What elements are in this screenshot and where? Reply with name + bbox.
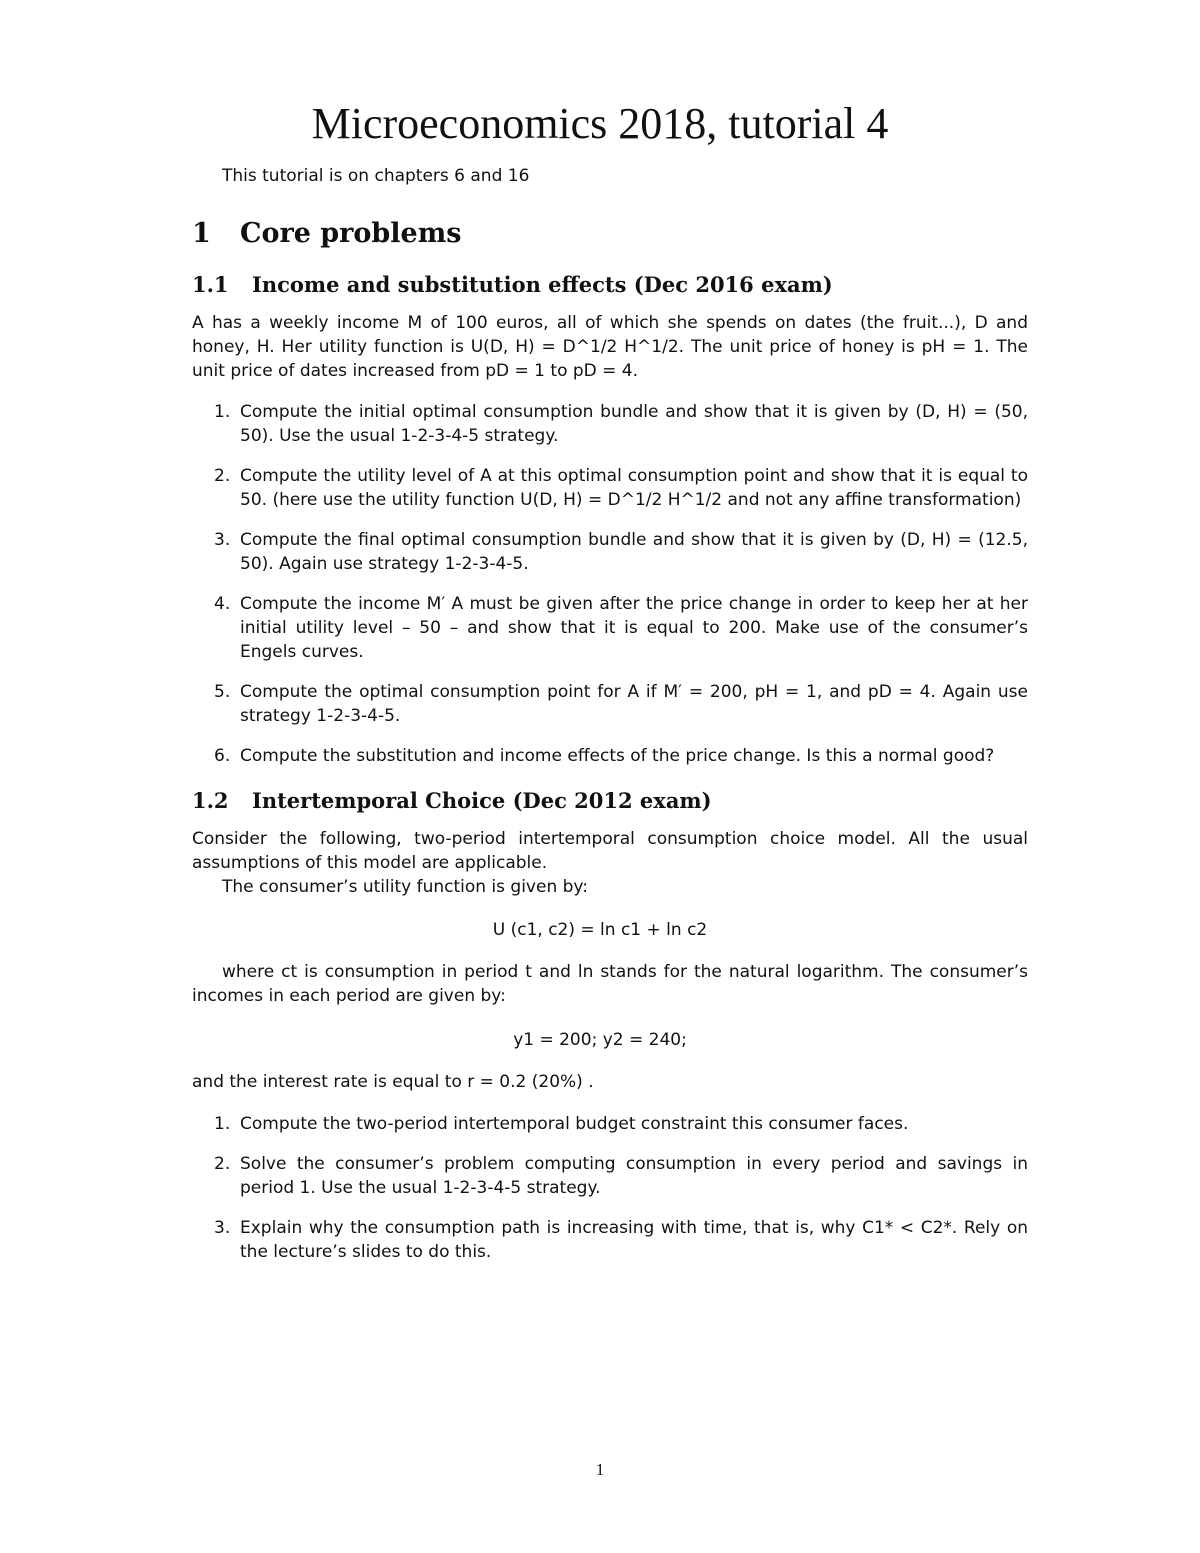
list-item: 4. Compute the income M′ A must be given after the price change in order to keep her at her initial utility level – 50 – and show that it is equal to 200. Make use of the consumer’s Engels curves. <box>214 594 1028 662</box>
subsection-number: 1.1 <box>192 272 229 297</box>
interest-rate-text: and the interest rate is equal to r = 0.2 (20%) . <box>192 1072 594 1092</box>
income-intro: where ct is consumption in period t and ln stands for the natural logarithm. The consumer’s incomes in each period are given by: <box>192 962 1028 1006</box>
list-item: 1. Compute the initial optimal consumption bundle and show that it is given by (D, H) = (50, 50). Use the usual 1-2-3-4-5 strategy. <box>214 402 1028 446</box>
list-item: 2. Compute the utility level of A at this optimal consumption point and show that it is equal to 50. (here use the utility function U(D, H) = D^1/2 H^1/2 and not any affine transformation) <box>214 466 1028 510</box>
intro-text: This tutorial is on chapters 6 and 16 <box>222 166 530 186</box>
list-item: 1. Compute the two-period intertemporal budget constraint this consumer faces. <box>214 1114 909 1134</box>
section-heading <box>192 218 462 249</box>
page-number: 1 <box>595 1460 605 1479</box>
utility-intro: The consumer’s utility function is given by: <box>222 877 588 897</box>
income-equation: y1 = 200; y2 = 240; <box>513 1030 687 1050</box>
section-title: Core problems <box>240 218 462 249</box>
subsection-heading-2 <box>192 788 712 813</box>
problem-2-statement: Consider the following, two-period intertemporal consumption choice model. All the usual assumptions of this model are applicable. <box>192 829 1028 873</box>
list-item: 2. Solve the consumer’s problem computing consumption in every period and savings in period 1. Use the usual 1-2-3-4-5 strategy. <box>214 1154 1028 1198</box>
subsection-title: Income and substitution effects (Dec 2016 exam) <box>252 272 833 297</box>
problem-1-tasks <box>192 400 1028 784</box>
document-title: Microeconomics 2018, tutorial 4 <box>311 99 889 148</box>
list-item: 5. Compute the optimal consumption point for A if M′ = 200, pH = 1, and pD = 4. Again use strategy 1-2-3-4-5. <box>214 682 1028 726</box>
subsection-number: 1.2 <box>192 788 229 813</box>
list-item: 6. Compute the substitution and income effects of the price change. Is this a normal good? <box>214 746 995 766</box>
section-number: 1 <box>192 218 211 249</box>
subsection-heading-1 <box>192 272 833 297</box>
problem-2-tasks <box>192 1112 1028 1280</box>
problem-1-statement: A has a weekly income M of 100 euros, all of which she spends on dates (the fruit...), D and honey, H. Her utility function is U(D, H) = D^1/2 H^1/2. The unit price of honey is pH = 1. The unit price of dates increased from pD = 1 to pD = 4. <box>192 313 1028 381</box>
utility-equation: U (c1, c2) = ln c1 + ln c2 <box>492 920 708 940</box>
list-item: 3. Compute the final optimal consumption bundle and show that it is given by (D, H) = (12.5, 50). Again use strategy 1-2-3-4-5. <box>214 530 1028 574</box>
list-item: 3. Explain why the consumption path is increasing with time, that is, why C1* < C2*. Rely on the lecture’s slides to do this. <box>214 1218 1028 1262</box>
subsection-title: Intertemporal Choice (Dec 2012 exam) <box>252 788 712 813</box>
